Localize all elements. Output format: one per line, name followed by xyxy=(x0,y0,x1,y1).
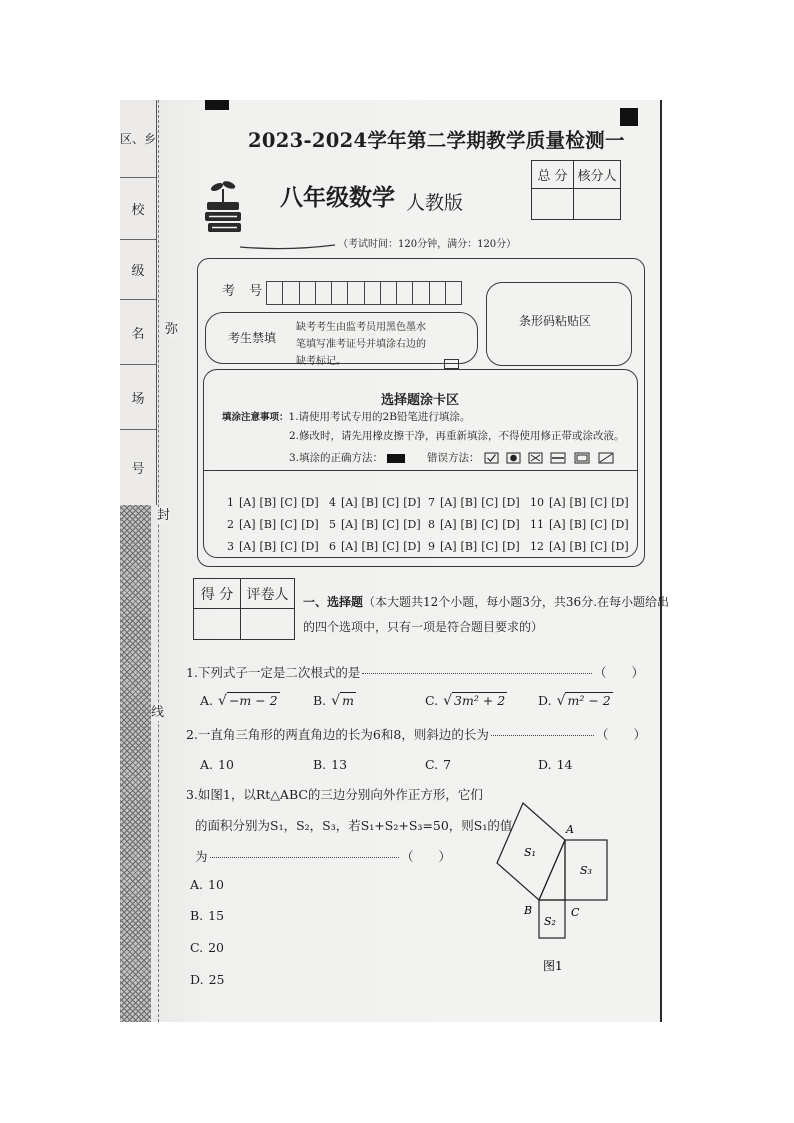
answer-item xyxy=(329,535,428,557)
radical-sign: √ xyxy=(331,692,341,709)
question-number: 2 xyxy=(227,517,234,531)
question-number: 11 xyxy=(530,517,544,531)
option-text: 20 xyxy=(208,940,224,955)
option-label: C. xyxy=(425,757,439,772)
field-label: 级 xyxy=(131,264,145,279)
option-text: 13 xyxy=(331,757,348,772)
q2-option-b xyxy=(313,757,347,772)
option-bubble-c: [C] xyxy=(280,495,298,509)
answer-card-title: 选择题涂卡区 xyxy=(381,393,460,408)
q2-option-d xyxy=(538,757,572,772)
registration-mark-right xyxy=(620,108,638,126)
question-3-line-1: 3.如图1，以Rt△ABC的三边分别向外作正方形，它们 xyxy=(186,787,483,802)
field-label: 校 xyxy=(131,203,145,218)
field-exam-number xyxy=(120,430,156,505)
dotted-leader xyxy=(210,857,399,858)
absent-mark-box xyxy=(444,359,459,369)
exam-id-digit-box xyxy=(332,282,348,304)
answer-note-2: 2.修改时，请先用橡皮擦干净，再重新填涂，不得使用修正带或涂改液。 xyxy=(289,430,625,442)
total-score-cell xyxy=(532,189,574,219)
radical-sign: √ xyxy=(218,692,227,709)
option-bubble-a: [A] xyxy=(440,517,457,531)
score-label: 得 分 xyxy=(194,579,241,609)
dotted-leader xyxy=(362,673,592,674)
option-label: D. xyxy=(538,692,552,708)
section-title: 一、选择题 xyxy=(303,595,364,609)
option-bubble-a: [A] xyxy=(440,539,457,553)
option-text: 15 xyxy=(208,908,225,923)
option-label: B. xyxy=(313,757,327,772)
question-2 xyxy=(186,727,646,742)
option-bubble-a: [A] xyxy=(549,539,566,553)
seal-mark-xian: 线 xyxy=(151,705,165,720)
field-name xyxy=(120,300,156,365)
question-number: 8 xyxy=(428,517,435,531)
option-bubble-d: [D] xyxy=(611,517,629,531)
option-bubble-b: [B] xyxy=(569,495,587,509)
section-instructions-2: 的四个选项中，只有一项是符合题目要求的） xyxy=(303,620,544,634)
subject-title: 八年级数学 xyxy=(280,184,395,211)
option-bubble-a: [A] xyxy=(341,539,358,553)
section-instructions-1: （本大题共12个小题，每小题3分，共36分.在每小题给出 xyxy=(363,595,670,609)
option-label: D. xyxy=(538,757,552,772)
q2-option-a xyxy=(200,757,234,772)
registration-mark-left xyxy=(205,100,229,110)
edition-label: 人教版 xyxy=(406,192,464,214)
field-label: 区、乡 xyxy=(120,132,157,146)
exam-title: 2023-2024学年第二学期教学质量检测一 xyxy=(248,129,625,152)
hatched-margin xyxy=(120,505,151,1022)
question-number: 9 xyxy=(428,539,435,553)
option-bubble-d: [D] xyxy=(301,517,319,531)
question-number: 6 xyxy=(329,539,336,553)
notes-label: 填涂注意事项： xyxy=(222,412,289,423)
right-triangle-abc xyxy=(539,840,565,900)
option-bubble-d: [D] xyxy=(403,495,421,509)
question-stem: 为 xyxy=(195,849,208,864)
option-label: A. xyxy=(200,757,214,772)
question-number: 5 xyxy=(329,517,336,531)
option-bubble-a: [A] xyxy=(239,495,256,509)
seal-mark-feng: 封 xyxy=(157,508,171,523)
checker-label: 核分人 xyxy=(574,161,620,189)
label-s3: S₃ xyxy=(580,864,592,877)
answer-item xyxy=(227,491,329,513)
field-exam-room xyxy=(120,365,156,430)
vertex-b: B xyxy=(524,904,533,917)
option-bubble-b: [B] xyxy=(460,539,478,553)
seal-mark-mi: 弥 xyxy=(165,322,179,337)
barcode-label: 条形码粘贴区 xyxy=(519,314,592,328)
question-number: 12 xyxy=(530,539,544,553)
option-bubble-c: [C] xyxy=(590,517,608,531)
option-bubble-b: [B] xyxy=(361,539,379,553)
section-heading xyxy=(303,596,669,608)
answer-item xyxy=(530,513,630,535)
field-county xyxy=(120,100,156,178)
option-label: C. xyxy=(425,692,439,708)
figure-1 xyxy=(480,790,630,980)
answer-item xyxy=(428,491,530,513)
answer-bracket: （ ） xyxy=(595,727,646,742)
restricted-line-1: 缺考考生由监考员用黑色墨水 xyxy=(296,322,426,333)
section-score-table xyxy=(193,578,295,640)
exam-id-digit-box xyxy=(365,282,381,304)
q3-option-d xyxy=(190,972,224,987)
option-bubble-c: [C] xyxy=(481,495,499,509)
note-text: 3.填涂的正确方法： xyxy=(289,452,384,465)
exam-id-digit-box xyxy=(283,282,299,304)
wrong-outline-icon xyxy=(575,453,589,463)
option-bubble-b: [B] xyxy=(361,495,379,509)
answer-item xyxy=(227,535,329,557)
field-school xyxy=(120,178,156,240)
answer-bubble-grid xyxy=(227,491,630,557)
q3-option-a xyxy=(190,877,224,892)
option-bubble-d: [D] xyxy=(301,539,319,553)
option-bubble-b: [B] xyxy=(259,539,277,553)
radicand: m² − 2 xyxy=(567,693,611,708)
answer-item xyxy=(329,513,428,535)
q3-option-c xyxy=(190,940,224,955)
option-label: B. xyxy=(313,692,327,708)
option-bubble-a: [A] xyxy=(549,517,566,531)
answer-bracket: （ ） xyxy=(400,849,451,864)
wrong-check-icon xyxy=(485,453,498,463)
option-label: D. xyxy=(190,972,204,987)
answer-item xyxy=(530,491,630,513)
option-bubble-c: [C] xyxy=(481,539,499,553)
restricted-label: 考生禁填 xyxy=(228,331,277,345)
wrong-dot-icon xyxy=(507,453,520,463)
exam-id-digit-box xyxy=(381,282,397,304)
radicand: m xyxy=(342,693,354,708)
wrong-cross-icon xyxy=(529,453,542,463)
exam-id-digit-box xyxy=(446,282,461,304)
option-bubble-a: [A] xyxy=(549,495,566,509)
answer-item xyxy=(530,535,630,557)
field-label: 场 xyxy=(131,391,145,407)
question-number: 7 xyxy=(428,495,435,509)
answer-card-divider xyxy=(204,470,637,471)
radical-sign: √ xyxy=(443,692,453,709)
vertex-a: A xyxy=(566,823,574,836)
dotted-leader xyxy=(491,735,594,736)
option-bubble-b: [B] xyxy=(361,517,379,531)
subject-underline xyxy=(238,238,338,254)
wrong-method-label: 错误方法： xyxy=(427,452,480,465)
wrong-dash-icon xyxy=(551,453,565,463)
exam-id-label: 考 号 xyxy=(222,284,268,299)
option-bubble-b: [B] xyxy=(460,517,478,531)
option-label: A. xyxy=(190,877,204,892)
option-text: 7 xyxy=(443,757,452,772)
option-bubble-c: [C] xyxy=(590,495,608,509)
correct-fill-example xyxy=(387,454,405,463)
question-number: 3 xyxy=(227,539,234,553)
grader-cell xyxy=(241,609,294,639)
field-label: 名 xyxy=(131,326,145,342)
question-number: 10 xyxy=(530,495,544,509)
field-label: 号 xyxy=(131,462,145,477)
option-bubble-d: [D] xyxy=(403,539,421,553)
answer-item xyxy=(329,491,428,513)
option-bubble-c: [C] xyxy=(280,517,298,531)
option-bubble-d: [D] xyxy=(611,539,629,553)
score-cell xyxy=(194,609,241,639)
label-s1: S₁ xyxy=(524,846,536,859)
option-bubble-b: [B] xyxy=(259,517,277,531)
option-bubble-d: [D] xyxy=(502,517,520,531)
answer-bracket: （ ） xyxy=(593,665,644,680)
option-bubble-a: [A] xyxy=(239,539,256,553)
exam-id-digit-box xyxy=(397,282,413,304)
option-bubble-a: [A] xyxy=(239,517,256,531)
option-bubble-b: [B] xyxy=(259,495,277,509)
note-text: 1.请使用考试专用的2B铅笔进行填涂。 xyxy=(288,411,471,423)
answer-note-3 xyxy=(289,452,616,465)
restricted-line-2: 笔填写准考证号并填涂右边的 xyxy=(296,339,426,350)
option-bubble-d: [D] xyxy=(502,495,520,509)
q3-option-b xyxy=(190,908,224,923)
exam-id-digit-box xyxy=(316,282,332,304)
option-text: 14 xyxy=(556,757,573,772)
field-class xyxy=(120,240,156,300)
exam-id-digit-box xyxy=(267,282,283,304)
option-bubble-c: [C] xyxy=(382,539,400,553)
question-stem: 2.一直角三角形的两直角边的长为6和8，则斜边的长为 xyxy=(186,727,489,742)
option-bubble-c: [C] xyxy=(481,517,499,531)
q1-option-a xyxy=(200,692,280,708)
binding-strip xyxy=(120,100,157,505)
answer-note-1 xyxy=(222,412,470,423)
option-text: 10 xyxy=(218,757,234,772)
book-sprout-icon xyxy=(203,178,243,234)
answer-item xyxy=(227,513,329,535)
exam-info: （考试时间：120分钟，满分：120分） xyxy=(338,239,517,250)
question-3-line-3 xyxy=(195,849,451,864)
q1-option-c xyxy=(425,692,507,708)
option-label: C. xyxy=(190,940,204,955)
option-text: 25 xyxy=(208,972,225,987)
option-bubble-c: [C] xyxy=(280,539,298,553)
q1-option-b xyxy=(313,692,356,708)
option-bubble-d: [D] xyxy=(403,517,421,531)
restricted-line-3: 缺考标记。 xyxy=(296,356,346,367)
exam-id-digit-box xyxy=(300,282,316,304)
option-bubble-a: [A] xyxy=(341,495,358,509)
radicand: 3m² + 2 xyxy=(454,693,506,708)
option-bubble-b: [B] xyxy=(569,517,587,531)
q2-option-c xyxy=(425,757,451,772)
option-bubble-b: [B] xyxy=(460,495,478,509)
figure-caption: 图1 xyxy=(543,959,563,973)
option-bubble-a: [A] xyxy=(440,495,457,509)
option-bubble-d: [D] xyxy=(502,539,520,553)
radicand: −m − 2 xyxy=(228,693,278,708)
question-number: 4 xyxy=(329,495,336,509)
answer-item xyxy=(428,535,530,557)
question-3-line-2: 的面积分别为S₁，S₂，S₃，若S₁+S₂+S₃=50，则S₁的值 xyxy=(195,818,513,833)
option-bubble-d: [D] xyxy=(611,495,629,509)
option-label: B. xyxy=(190,908,204,923)
option-bubble-a: [A] xyxy=(341,517,358,531)
radical-sign: √ xyxy=(556,692,566,709)
q1-option-d xyxy=(538,692,613,708)
total-score-box xyxy=(531,160,621,220)
wrong-slash-icon xyxy=(599,453,613,463)
label-s2: S₂ xyxy=(544,915,556,928)
option-label: A. xyxy=(200,692,214,708)
question-number: 1 xyxy=(227,495,234,509)
option-bubble-c: [C] xyxy=(590,539,608,553)
question-stem: 1.下列式子一定是二次根式的是 xyxy=(186,665,361,680)
binding-line xyxy=(158,100,159,1022)
total-score-label: 总 分 xyxy=(532,161,574,189)
option-bubble-c: [C] xyxy=(382,495,400,509)
exam-id-digit-box xyxy=(430,282,446,304)
vertex-c: C xyxy=(571,906,580,919)
option-text: 10 xyxy=(208,877,224,892)
exam-id-boxes xyxy=(266,281,462,305)
option-bubble-d: [D] xyxy=(301,495,319,509)
wrong-method-examples xyxy=(484,452,616,465)
option-bubble-b: [B] xyxy=(569,539,587,553)
checker-cell xyxy=(574,189,620,219)
answer-item xyxy=(428,513,530,535)
option-bubble-c: [C] xyxy=(382,517,400,531)
exam-id-digit-box xyxy=(413,282,429,304)
exam-id-digit-box xyxy=(348,282,364,304)
question-1 xyxy=(186,665,644,680)
grader-label: 评卷人 xyxy=(241,579,294,609)
